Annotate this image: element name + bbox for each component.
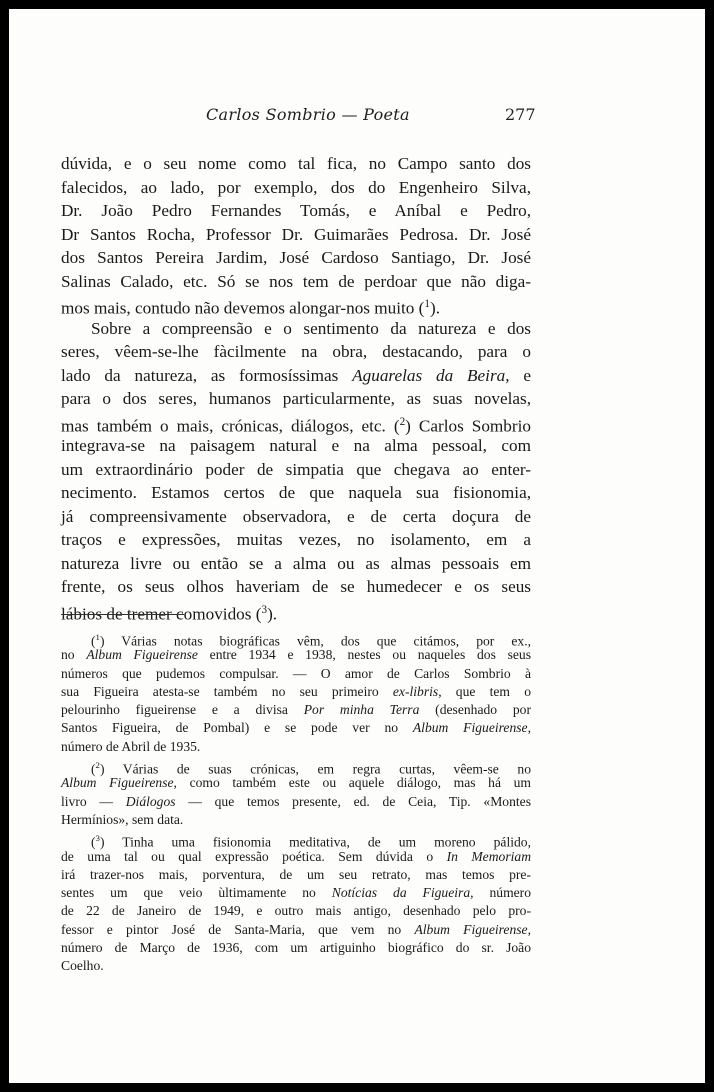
footnote-line: Hermínios», sem data. [61,811,184,827]
text-line: Sobre a compreensão e o sentimento da natureza e dos [91,318,531,338]
footnote-ref: 3 [261,603,268,616]
italic-title: Album Figueirense [414,921,528,937]
footnote-line: pelourinho figueirense e a divisa Por minha Terra (desenhado por [61,702,531,718]
italic-title: Notícias da Figueira [331,885,471,901]
italic-title: Album Figueirense [412,720,528,736]
text-line: para o dos seres, humanos particularmente, as suas novelas, [61,389,531,408]
italic-title: Album Figueirense [86,647,198,663]
text-line: dos Santos Pereira Jardim, José Cardoso Santiago, Dr. José [61,248,531,267]
text-line: seres, vêem-se-lhe fàcilmente na obra, destacando, para o [61,342,531,361]
footnote-line: números que pudemos compulsar. — O amor de Carlos Sombrio à [61,665,531,681]
text-line: Dr. João Pedro Fernandes Tomás, e Aníbal e Pedro, [61,201,531,220]
text-line: já compreensivamente observadora, e de certa doçura de [61,506,531,526]
text-line: frente, os seus olhos haveriam de se humedecer e os seus [61,577,531,596]
text-line: necimento. Estamos certos de que naquela sua fisionomia, [61,483,531,502]
text-line: lado da natureza, as formosíssimas Aguarelas da Beira, e [61,365,532,385]
text-line: Salinas Calado, etc. Só se nos tem de perdoar que não diga- [61,271,531,291]
footnote-line: número de Abril de 1935. [61,738,201,754]
italic-title: Aguarelas da Beira, [352,365,510,385]
text-line: mas também o mais, crónicas, diálogos, etc. ($^2$) Carlos Sombrio [61,415,531,436]
footnote-line: ($^3$) Tinha uma fisionomia meditativa, de um moreno pálido, [91,833,531,850]
footnote-line: ($^1$) Várias notas biográficas vêm, dos que citámos, por ex., [91,632,531,649]
italic-title: ex-libris [392,683,439,699]
italic-title: Por minha Terra [303,702,420,718]
text-line: Dr Santos Rocha, Professor Dr. Guimarães Pedrosa. Dr. José [61,224,531,244]
footnote-line: Santos Figueira, de Pombal) e se pode ver no Album Figueirense, [61,720,531,736]
footnote-ref: 1 [424,298,430,310]
text-line: um extraordinário poder de simpatia que chegava ao enter- [61,459,531,479]
footnote-line: Album Figueirense, como também este ou aquele diálogo, mas há um [61,775,531,791]
footnote-number: 3 [95,833,100,844]
footnote-line: irá trazer-nos mais, porventura, de um seu retrato, mas temos pre- [61,866,531,882]
footnote-number: 2 [95,760,100,771]
footnote-line: ($^2$) Várias de suas crónicas, em regra curtas, vêem-se no [91,760,531,777]
italic-title: Diálogos [125,793,176,809]
footnote-line: no Album Figueirense entre 1934 e 1938, nestes ou naqueles dos seus [61,647,531,663]
text-line: integrava-se na paisagem natural e na alma pessoal, com [61,436,531,455]
footnote-line: de uma tal ou qual expressão poética. Sem dúvida o In Memoriam [61,848,532,864]
text-line: traços e expressões, muitas vezes, no isolamento, em a [61,530,531,549]
footnote-line: de 22 de Janeiro de 1949, e outro mais antigo, desenhado pelo pro- [61,903,531,919]
book-page [9,9,705,1083]
text-line: natureza livre ou então se a alma ou as almas pessoais em [61,553,531,573]
page-header [9,105,705,135]
footnotes [61,628,531,976]
footnote-divider [61,614,184,615]
footnote-line: número de Março de 1936, com um artiguinho biográfico do sr. João [61,940,531,956]
italic-title: In Memoriam [446,848,532,864]
text-line: dúvida, e o seu nome como tal fica, no Campo santo dos [61,154,531,173]
italic-title: Album Figueirense [61,775,174,791]
text-line: falecidos, ao lado, por exemplo, dos do Engenheiro Silva, [61,177,531,197]
footnote-number: 1 [95,632,100,642]
footnote-ref: 2 [399,415,406,428]
footnote-line: sentes um que veio ùltimamente no Notícias da Figueira, número [61,885,531,901]
footnote-line: livro — Diálogos — que temos presente, ed. de Ceia, Tip. «Montes [61,793,531,809]
text-line: mos mais, contudo não devemos alongar-nos muito ($^1$). [61,298,441,318]
footnote-line: sua Figueira atesta-se também no seu primeiro ex-libris, que tem o [61,683,531,699]
page-number: 277 [505,105,536,124]
running-title: Carlos Sombrio — Poeta [206,105,410,124]
text-line: lábios de tremer comovidos ($^3$). [61,603,278,624]
footnote-line: Coelho. [61,958,104,974]
footnote-line: fessor e pintor José de Santa-Maria, que vem no Album Figueirense, [61,921,531,937]
main-text [61,152,531,622]
